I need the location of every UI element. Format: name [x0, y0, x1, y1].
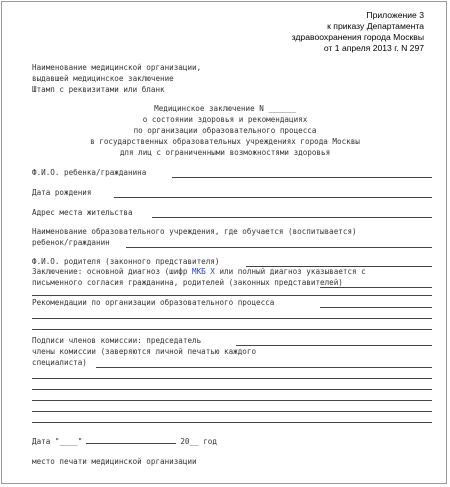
field-conclusion-label-1: [32, 267, 366, 277]
field-institution-label-1: Наименование образовательного учреждения, где обучается (воспитывается): [32, 227, 357, 236]
field-parent-label: Ф.И.О. родителя (законного представителя): [32, 257, 220, 266]
field-address-label: Адрес места жительства: [32, 208, 133, 217]
title-line-3: по организации образовательного процесса: [133, 126, 317, 135]
field-conclusion-line-2[interactable]: [32, 295, 432, 296]
appendix-line-3: здравоохранения города Москвы: [291, 32, 424, 42]
field-signatures-line-6[interactable]: [32, 422, 432, 423]
field-signatures-label-1: Подписи членов комиссии: председатель: [32, 336, 202, 345]
date-day-blank[interactable]: ____: [59, 437, 78, 446]
title-line-1: Медицинское заключение N ______: [154, 104, 296, 113]
icd-link[interactable]: МКБ Х: [192, 267, 215, 276]
field-signatures-label-2: члены комиссии (заверяются личной печатью каждого: [32, 347, 257, 356]
date-month-blank[interactable]: [86, 436, 176, 444]
date-quote: ": [77, 437, 83, 446]
conclusion-suffix: или полный диагноз указывается с: [214, 267, 366, 276]
title-line-2: о состоянии здоровья и рекомендациях: [142, 115, 308, 124]
org-header-line-3: Штамп с реквизитами или бланк: [32, 85, 165, 94]
field-institution-label-2: ребенок/гражданин: [32, 238, 110, 247]
field-conclusion-label-2: письменного согласия гражданина, родителей (законных представителей): [32, 278, 343, 287]
org-header-line-1: Наименование медицинской организации,: [32, 63, 202, 72]
date-row: [32, 436, 217, 447]
field-recommendations-line-1[interactable]: [320, 307, 432, 308]
field-recommendations-label: Рекомендации по организации образовательного процесса: [32, 298, 275, 307]
appendix-line-2: к приказу Департамента: [327, 21, 424, 31]
appendix-line-4: от 1 апреля 2013 г. N 297: [323, 43, 424, 53]
appendix-line-1: Приложение 3: [366, 10, 424, 20]
field-signatures-line-4[interactable]: [32, 400, 432, 401]
field-signatures-line-2[interactable]: [32, 378, 432, 379]
field-signatures-chair-line[interactable]: [236, 345, 432, 346]
field-signatures-line-3[interactable]: [32, 389, 432, 390]
field-institution-line[interactable]: [126, 247, 432, 248]
field-conclusion-line-1[interactable]: [320, 287, 432, 288]
field-fio-label: Ф.И.О. ребенка/гражданина: [32, 168, 147, 177]
seal-label: место печати медицинской организации: [32, 457, 197, 466]
date-year-suffix: год: [203, 437, 217, 446]
field-address-line[interactable]: [152, 217, 432, 218]
field-signatures-line-5[interactable]: [32, 411, 432, 412]
title-line-4: в государственных образовательных учреждениях города Москвы: [90, 137, 360, 146]
date-year-blank[interactable]: __: [189, 437, 199, 446]
date-label: Дата ": [32, 437, 60, 446]
date-year-prefix: 20: [180, 437, 190, 446]
field-signatures-line-1[interactable]: [96, 367, 432, 368]
org-header-line-2: выдавшей медицинское заключение: [32, 74, 174, 83]
field-birth-label: Дата рождения: [32, 188, 92, 197]
field-birth-line[interactable]: [114, 197, 432, 198]
field-recommendations-line-3[interactable]: [32, 329, 432, 330]
field-signatures-label-3: специалиста): [32, 358, 87, 367]
field-fio-line[interactable]: [172, 177, 432, 178]
conclusion-prefix: Заключение: основной диагноз (шифр: [32, 267, 193, 276]
field-recommendations-line-2[interactable]: [32, 318, 432, 319]
document-page: [1, 1, 447, 484]
title-line-5: для лиц с ограниченными возможностями здоровья: [119, 148, 331, 157]
